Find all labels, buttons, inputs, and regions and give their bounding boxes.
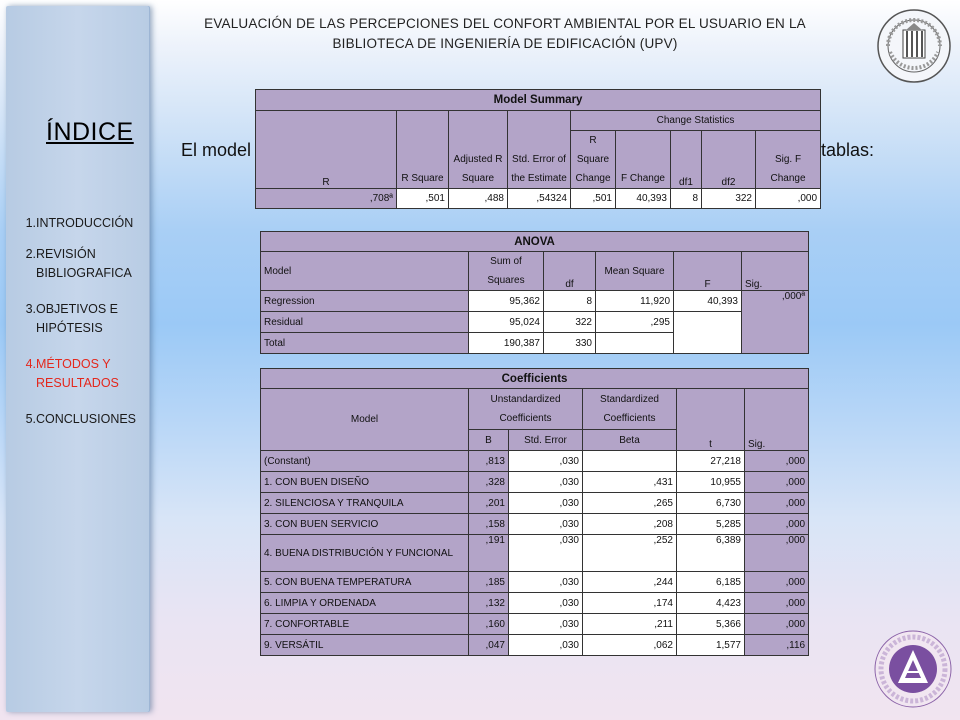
- cell-mean-square: ,295: [596, 312, 674, 333]
- header-df2: df2: [702, 131, 756, 189]
- cell-f: [674, 312, 742, 354]
- sidebar-item-objetivos[interactable]: [16, 300, 151, 338]
- sidebar-item-conclusiones[interactable]: [16, 410, 151, 429]
- table-row: [261, 451, 809, 472]
- cell-beta: ,431: [583, 472, 677, 493]
- table-row: [261, 572, 809, 593]
- model-summary-table: [255, 89, 821, 209]
- sidebar-item-label: OBJETIVOS E HIPÓTESIS: [36, 302, 118, 335]
- header-std-error: Std. Error of the Estimate: [508, 111, 571, 189]
- cell-t: 5,285: [677, 514, 745, 535]
- cell-sig: ,000: [745, 572, 809, 593]
- header-f: F: [674, 252, 742, 291]
- cell-beta: ,062: [583, 635, 677, 656]
- sidebar-item-number: 3.: [25, 302, 36, 316]
- cell-b: ,201: [469, 493, 509, 514]
- cell-sig: ,000: [745, 451, 809, 472]
- sidebar-item-number: 1.: [25, 216, 36, 230]
- cell-std-error: ,030: [509, 472, 583, 493]
- sidebar-item-introduccion[interactable]: [16, 214, 151, 233]
- cell-df: 330: [544, 333, 596, 354]
- header-t: t: [677, 389, 745, 451]
- cell-model: Regression: [261, 291, 469, 312]
- cell-mean-square: [596, 333, 674, 354]
- header-df: df: [544, 252, 596, 291]
- cell-sig: ,000: [745, 614, 809, 635]
- page-title: [180, 14, 830, 54]
- cell-t: 6,185: [677, 572, 745, 593]
- universidad-politecnica-valencia-seal-icon: [876, 8, 952, 84]
- cell-std-error: ,030: [509, 451, 583, 472]
- cell-df1: 8: [671, 189, 702, 209]
- table-row: [261, 514, 809, 535]
- header-unstandardized: Unstandardized Coefficients: [469, 389, 583, 430]
- cell-t: 5,366: [677, 614, 745, 635]
- header-change-statistics: Change Statistics: [571, 111, 821, 131]
- cell-std-error: ,54324: [508, 189, 571, 209]
- cell-t: 10,955: [677, 472, 745, 493]
- table-row: [261, 593, 809, 614]
- sidebar: [6, 6, 150, 712]
- header-sig: Sig.: [742, 252, 809, 291]
- cell-b: ,132: [469, 593, 509, 614]
- cell-t: 1,577: [677, 635, 745, 656]
- cell-model: 9. VERSÁTIL: [261, 635, 469, 656]
- cell-beta: ,252: [583, 535, 677, 572]
- header-df1: df1: [671, 131, 702, 189]
- cell-t: 4,423: [677, 593, 745, 614]
- header-f-change: F Change: [616, 131, 671, 189]
- sidebar-title: ÍNDICE: [46, 118, 134, 146]
- cell-beta: ,208: [583, 514, 677, 535]
- cell-df: 8: [544, 291, 596, 312]
- table-row: [261, 493, 809, 514]
- cell-r-square-change: ,501: [571, 189, 616, 209]
- header-r-square: R Square: [397, 111, 449, 189]
- cell-t: 6,730: [677, 493, 745, 514]
- sidebar-item-label: MÉTODOS Y RESULTADOS: [36, 357, 119, 390]
- cell-sig-f-change: ,000: [756, 189, 821, 209]
- cell-model: 1. CON BUEN DISEÑO: [261, 472, 469, 493]
- cell-b: ,047: [469, 635, 509, 656]
- header-r: R: [256, 111, 397, 189]
- header-mean-square: Mean Square: [596, 252, 674, 291]
- cell-b: ,191: [469, 535, 509, 572]
- table-row: [261, 472, 809, 493]
- header-model: Model: [261, 252, 469, 291]
- anova-title: ANOVA: [261, 232, 809, 252]
- cell-beta: [583, 451, 677, 472]
- table-row: [261, 614, 809, 635]
- page-title-line1: EVALUACIÓN DE LAS PERCEPCIONES DEL CONFORT AMBIENTAL POR EL USUARIO EN LA: [204, 16, 806, 31]
- cell-std-error: ,030: [509, 514, 583, 535]
- cell-beta: ,174: [583, 593, 677, 614]
- body-text-left: El model: [181, 140, 252, 160]
- header-r-square-change: R Square Change: [571, 131, 616, 189]
- cell-model: Residual: [261, 312, 469, 333]
- cell-r-square: ,501: [397, 189, 449, 209]
- cell-sig: ,000: [745, 493, 809, 514]
- cell-sig: ,116: [745, 635, 809, 656]
- cell-model: (Constant): [261, 451, 469, 472]
- header-standardized: Standardized Coefficients: [583, 389, 677, 430]
- table-row: [256, 189, 821, 209]
- model-summary-title: Model Summary: [256, 90, 821, 111]
- sidebar-item-revision[interactable]: [16, 245, 151, 283]
- cell-std-error: ,030: [509, 535, 583, 572]
- cell-model: Total: [261, 333, 469, 354]
- cell-sig: ,000: [745, 514, 809, 535]
- cell-beta: ,211: [583, 614, 677, 635]
- sidebar-item-number: 2.: [25, 247, 36, 261]
- sidebar-item-label: INTRODUCCIÓN: [36, 216, 134, 230]
- cell-sig: ,000ª: [742, 291, 809, 354]
- cell-adj-r-square: ,488: [449, 189, 508, 209]
- cell-b: ,160: [469, 614, 509, 635]
- cell-std-error: ,030: [509, 493, 583, 514]
- body-text-right: tablas:: [821, 140, 875, 160]
- cell-std-error: ,030: [509, 614, 583, 635]
- cell-std-error: ,030: [509, 635, 583, 656]
- cell-t: 6,389: [677, 535, 745, 572]
- table-row: [261, 535, 809, 572]
- cell-mean-square: 11,920: [596, 291, 674, 312]
- table-row: [261, 635, 809, 656]
- page-title-line2: BIBLIOTECA DE INGENIERÍA DE EDIFICACIÓN (UPV): [332, 36, 678, 51]
- cell-df: 322: [544, 312, 596, 333]
- cell-sum-of-squares: 95,024: [469, 312, 544, 333]
- cell-sum-of-squares: 95,362: [469, 291, 544, 312]
- anova-table: [260, 231, 809, 354]
- coefficients-table: [260, 368, 809, 656]
- sidebar-item-metodos[interactable]: [16, 355, 151, 393]
- cell-model: 5. CON BUENA TEMPERATURA: [261, 572, 469, 593]
- cell-b: ,185: [469, 572, 509, 593]
- sidebar-menu: [16, 214, 151, 446]
- cell-sig: ,000: [745, 593, 809, 614]
- header-beta: Beta: [583, 430, 677, 451]
- sidebar-item-label: REVISIÓN BIBLIOGRAFICA: [36, 247, 132, 280]
- header-sum-of-squares: Sum of Squares: [469, 252, 544, 291]
- table-row: [261, 291, 809, 312]
- header-b: B: [469, 430, 509, 451]
- header-sig-f-change: Sig. F Change: [756, 131, 821, 189]
- header-adj-r-square: Adjusted R Square: [449, 111, 508, 189]
- sidebar-item-number: 5.: [25, 412, 36, 426]
- cell-b: ,158: [469, 514, 509, 535]
- cell-model: 6. LIMPIA Y ORDENADA: [261, 593, 469, 614]
- bottom-logo-icon: [872, 628, 954, 710]
- cell-sig: ,000: [745, 535, 809, 572]
- cell-sum-of-squares: 190,387: [469, 333, 544, 354]
- cell-r: ,708ª: [256, 189, 397, 209]
- cell-beta: ,244: [583, 572, 677, 593]
- header-sig: Sig.: [745, 389, 809, 451]
- cell-model: 3. CON BUEN SERVICIO: [261, 514, 469, 535]
- header-model: Model: [261, 389, 469, 451]
- cell-f-change: 40,393: [616, 189, 671, 209]
- cell-std-error: ,030: [509, 572, 583, 593]
- table-row: [261, 312, 809, 333]
- cell-std-error: ,030: [509, 593, 583, 614]
- header-std-error: Std. Error: [509, 430, 583, 451]
- coefficients-title: Coefficients: [261, 369, 809, 389]
- sidebar-item-number: 4.: [25, 357, 36, 371]
- cell-beta: ,265: [583, 493, 677, 514]
- sidebar-item-label: CONCLUSIONES: [36, 412, 137, 426]
- cell-model: 7. CONFORTABLE: [261, 614, 469, 635]
- cell-f: 40,393: [674, 291, 742, 312]
- cell-b: ,813: [469, 451, 509, 472]
- cell-df2: 322: [702, 189, 756, 209]
- cell-model: 2. SILENCIOSA Y TRANQUILA: [261, 493, 469, 514]
- cell-sig: ,000: [745, 472, 809, 493]
- cell-model: 4. BUENA DISTRIBUCIÓN Y FUNCIONAL: [261, 535, 469, 572]
- cell-b: ,328: [469, 472, 509, 493]
- cell-t: 27,218: [677, 451, 745, 472]
